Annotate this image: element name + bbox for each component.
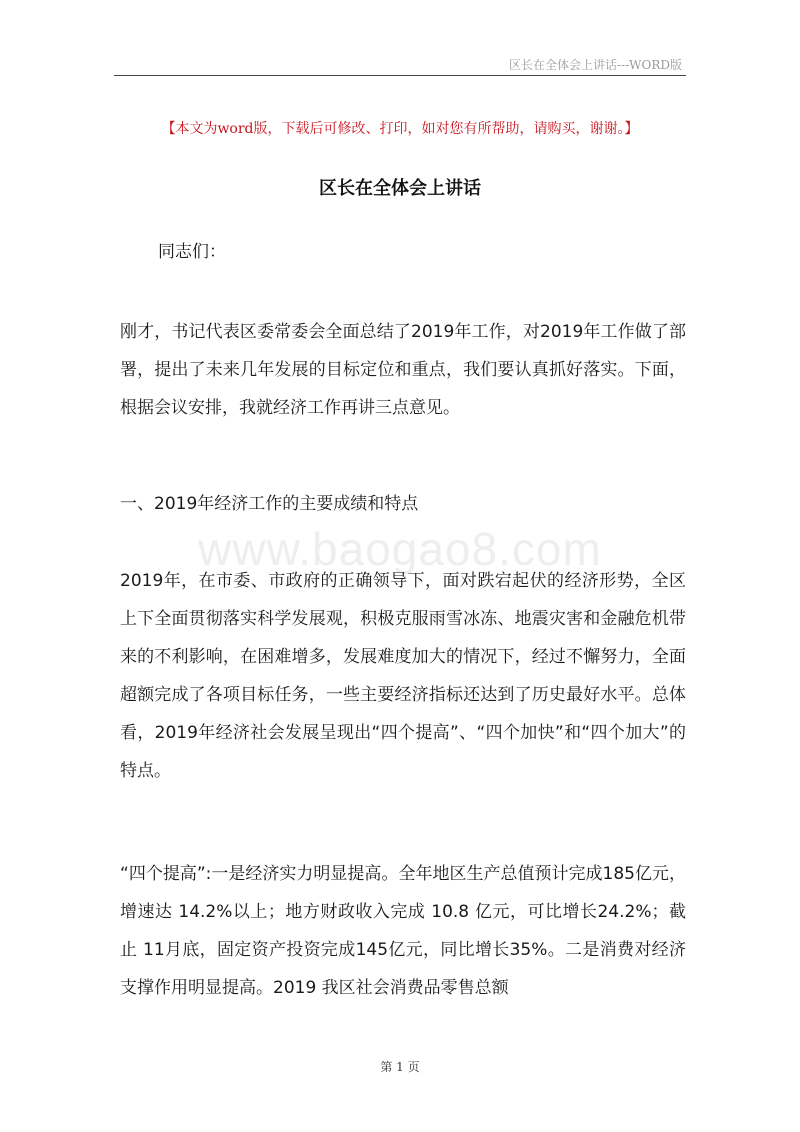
body-paragraph-2: 2019年，在市委、市政府的正确领导下，面对跌宕起伏的经济形势，全区上下全面贯彻落实科学发展观，积极克服雨雪冰冻、地震灾害和金融危机带来的不利影响，在困难增多，发展难度加大的情况下，经过不懈努力，全面超额完成了各项目标任务，一些主要经济指标还达到了历史最好水平。总体看，2019年经济社会发展呈现出“四个提高”、“四个加快”和“四个加大”的特点。 <box>120 571 686 781</box>
body-paragraph-3: “四个提高”:一是经济实力明显提高。全年地区生产总值预计完成185亿元，增速达 14.2%以上；地方财政收入完成 10.8 亿元，可比增长24.2%；截止 11月底，固定资产投资完成145亿元，同比增长35%。二是消费对经济支撑作用明显提高。2019 我区社会消费品零售总额 <box>120 864 686 998</box>
body-paragraph-1: 刚才，书记代表区委常委会全面总结了2019年工作，对2019年工作做了部署，提出了未来几年发展的目标定位和重点，我们要认真抓好落实。下面，根据会议安排，我就经济工作再讲三点意见。 <box>120 322 686 418</box>
salutation: 同志们： <box>158 242 226 262</box>
document-title: 区长在全体会上讲话 <box>319 178 481 199</box>
purchase-notice: 【本文为word版，下载后可修改、打印，如对您有所帮助，请购买，谢谢。】 <box>161 121 639 137</box>
section-heading-1: 一、2019年经济工作的主要成绩和特点 <box>120 494 419 514</box>
header-divider <box>114 75 686 76</box>
watermark-text: www.baogao8.com <box>198 523 602 575</box>
page-number: 第 1 页 <box>380 1060 420 1074</box>
running-header: 区长在全体会上讲话---WORD版 <box>509 58 682 72</box>
